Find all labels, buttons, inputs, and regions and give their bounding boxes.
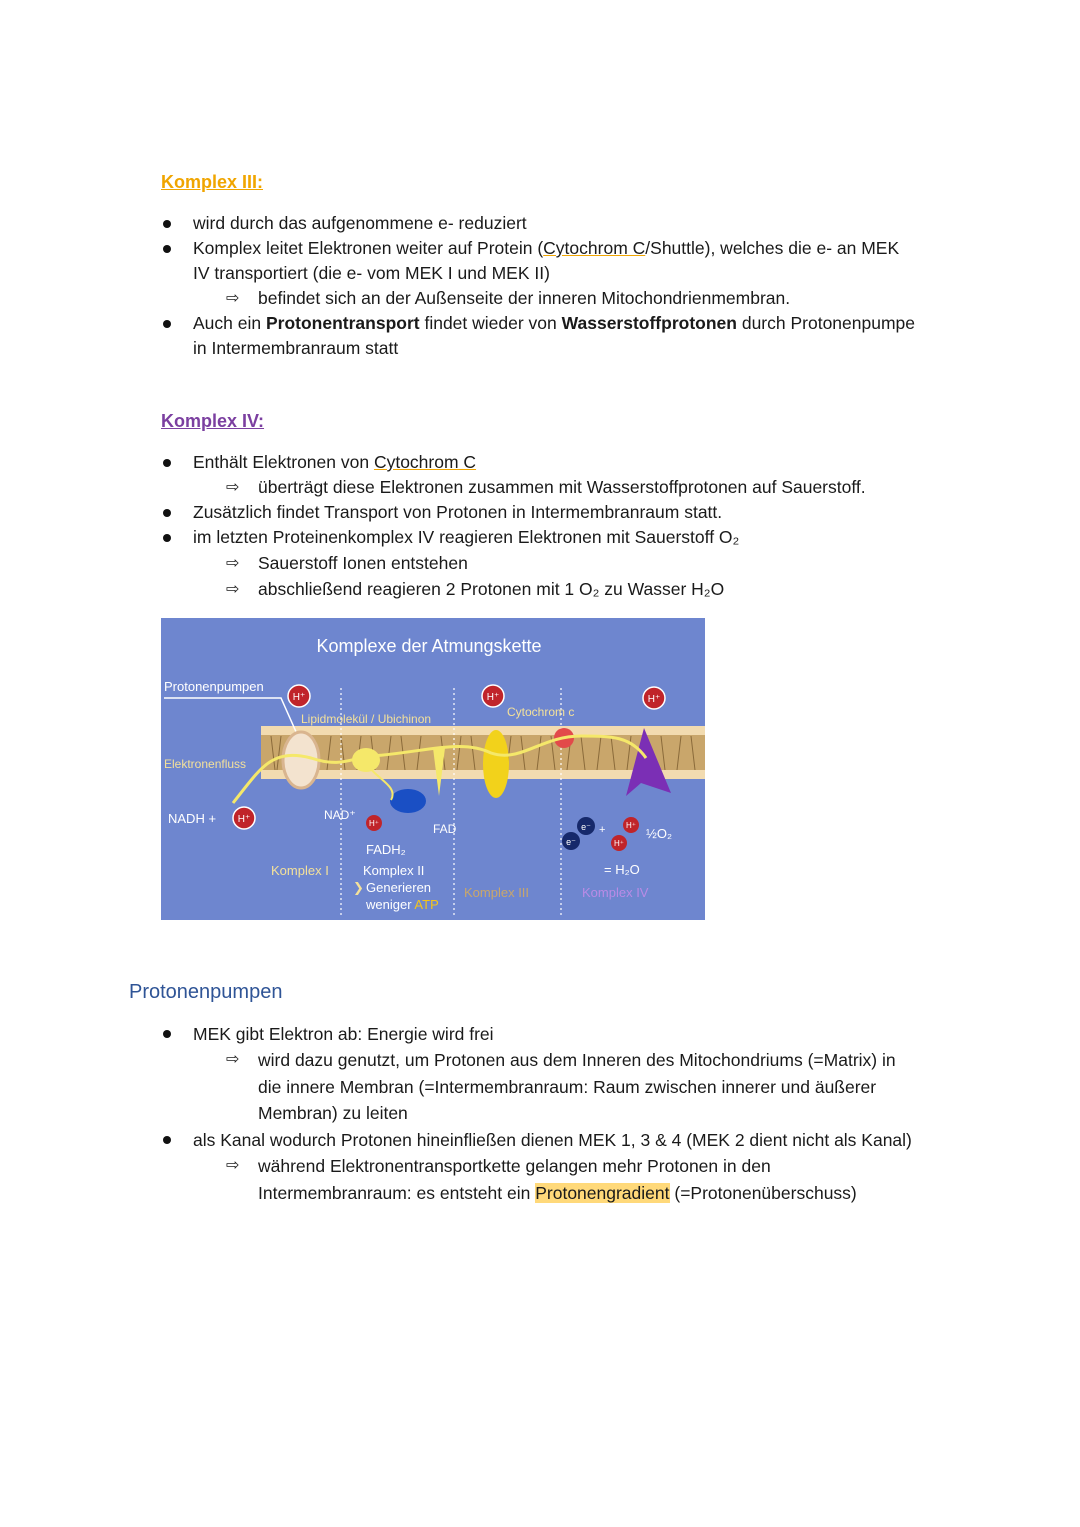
- list-item: Auch ein Protonentransport findet wieder von Wasserstoffprotonen durch Protonenpumpe in Intermembranraum statt: [160, 311, 915, 361]
- generieren-arrow-icon: ❯: [353, 880, 364, 895]
- komplex-2-protein: [390, 789, 426, 813]
- proton-2: [482, 685, 504, 707]
- diagram-title: Komplexe der Atmungskette: [316, 636, 542, 656]
- label-cytochrom: Cytochrom c: [507, 705, 575, 719]
- komplex-3-heading: Komplex III:: [161, 172, 264, 192]
- list-item: ⇨ während Elektronentransportkette gelangen mehr Protonen in den Intermembranraum: es entsteht ein Protonengradient (=Protonenüberschuss): [160, 1153, 912, 1206]
- arrow-icon: ⇨: [226, 479, 240, 496]
- list-item: Zusätzlich findet Transport von Protonen in Intermembranraum statt.: [160, 500, 866, 525]
- label-elektronenfluss: Elektronenfluss: [164, 757, 247, 771]
- list-item: im letzten Proteinenkomplex IV reagieren Elektronen mit Sauerstoff O₂: [160, 525, 866, 550]
- svg-text:H⁺: H⁺: [647, 694, 661, 705]
- proton-3: [643, 687, 665, 709]
- label-fadh2: FADH₂: [366, 842, 406, 857]
- list-item: wird durch das aufgenommene e- reduziert: [160, 211, 915, 236]
- svg-text:H⁺: H⁺: [369, 819, 379, 828]
- arrow-icon: ⇨: [226, 1157, 240, 1174]
- label-protonenpumpen: Protonenpumpen: [164, 679, 264, 694]
- svg-text:H⁺: H⁺: [292, 692, 306, 703]
- label-nad: NAD⁺: [324, 808, 356, 822]
- arrow-icon: ⇨: [226, 555, 240, 572]
- label-h2o: = H₂O: [604, 862, 640, 877]
- membrane-top: [261, 726, 705, 735]
- proton-7: [611, 835, 627, 851]
- svg-text:e⁻: e⁻: [581, 822, 591, 832]
- protonenpumpen-heading: Protonenpumpen: [129, 981, 283, 1003]
- svg-text:H⁺: H⁺: [626, 821, 636, 830]
- arrow-icon: ⇨: [226, 581, 240, 598]
- cytochrom-c-link: Cytochrom C: [543, 238, 646, 258]
- proton-5: [366, 815, 382, 831]
- protonenpumpen-list: [160, 1021, 912, 1206]
- arrow-icon: ⇨: [226, 1051, 240, 1068]
- protonengradient-highlight: Protonengradient: [535, 1182, 670, 1203]
- list-item: ⇨ abschließend reagieren 2 Protonen mit 1 O₂ zu Wasser H₂O: [160, 577, 866, 602]
- svg-text:e⁻: e⁻: [566, 837, 576, 847]
- proton-6: [623, 817, 639, 833]
- label-komplex-2: Komplex II: [363, 863, 425, 878]
- svg-text:H⁺: H⁺: [614, 839, 624, 848]
- komplex-3-protein: [483, 730, 509, 798]
- komplex-4-list: [160, 450, 866, 602]
- label-lipid: Lipidmolekül / Ubichinon: [301, 712, 432, 726]
- label-weniger-atp: weniger ATP: [366, 897, 439, 912]
- list-item: ⇨ Sauerstoff Ionen entstehen: [160, 551, 866, 576]
- diagram-svg: [161, 618, 705, 920]
- proton-4: [233, 807, 255, 829]
- komplex-3-list: [160, 211, 915, 361]
- electron-2: [562, 832, 580, 850]
- komplex-4-heading: Komplex IV:: [161, 411, 265, 431]
- label-generieren: Generieren: [366, 880, 432, 895]
- label-komplex-3: Komplex III: [464, 885, 530, 900]
- list-item: ⇨ befindet sich an der Außenseite der inneren Mitochondrienmembran.: [160, 286, 915, 311]
- atmungskette-diagram: [161, 618, 705, 920]
- list-item: als Kanal wodurch Protonen hineinfließen dienen MEK 1, 3 & 4 (MEK 2 dient nicht als Kanal): [160, 1127, 912, 1154]
- label-komplex-1: Komplex I: [271, 863, 329, 878]
- list-item: ⇨ überträgt diese Elektronen zusammen mit Wasserstoffprotonen auf Sauerstoff.: [160, 475, 866, 500]
- proton-1: [288, 685, 310, 707]
- svg-text:H⁺: H⁺: [237, 814, 251, 825]
- plus-sign: +: [599, 824, 606, 836]
- label-o2: ½O₂: [646, 826, 672, 841]
- label-fad: FAD: [433, 822, 457, 836]
- label-komplex-4: Komplex IV: [582, 885, 649, 900]
- cytochrom-c-link: Cytochrom C: [373, 452, 477, 472]
- label-nadh: NADH +: [168, 811, 217, 826]
- list-item: ⇨ wird dazu genutzt, um Protonen aus dem Inneren des Mitochondriums (=Matrix) in die innere Membran (=Intermembranraum: Raum zwischen innerer und äußerer Membran) zu leiten: [160, 1047, 912, 1127]
- electron-1: [577, 817, 595, 835]
- list-item: Komplex leitet Elektronen weiter auf Protein (Cytochrom C/Shuttle), welches die e- an MEK IV transportiert (die e- vom MEK I und MEK II): [160, 236, 915, 286]
- arrow-icon: ⇨: [226, 290, 240, 307]
- list-item: Enthält Elektronen von Cytochrom C: [160, 450, 866, 475]
- svg-text:H⁺: H⁺: [486, 692, 500, 703]
- list-item: MEK gibt Elektron ab: Energie wird frei: [160, 1021, 912, 1047]
